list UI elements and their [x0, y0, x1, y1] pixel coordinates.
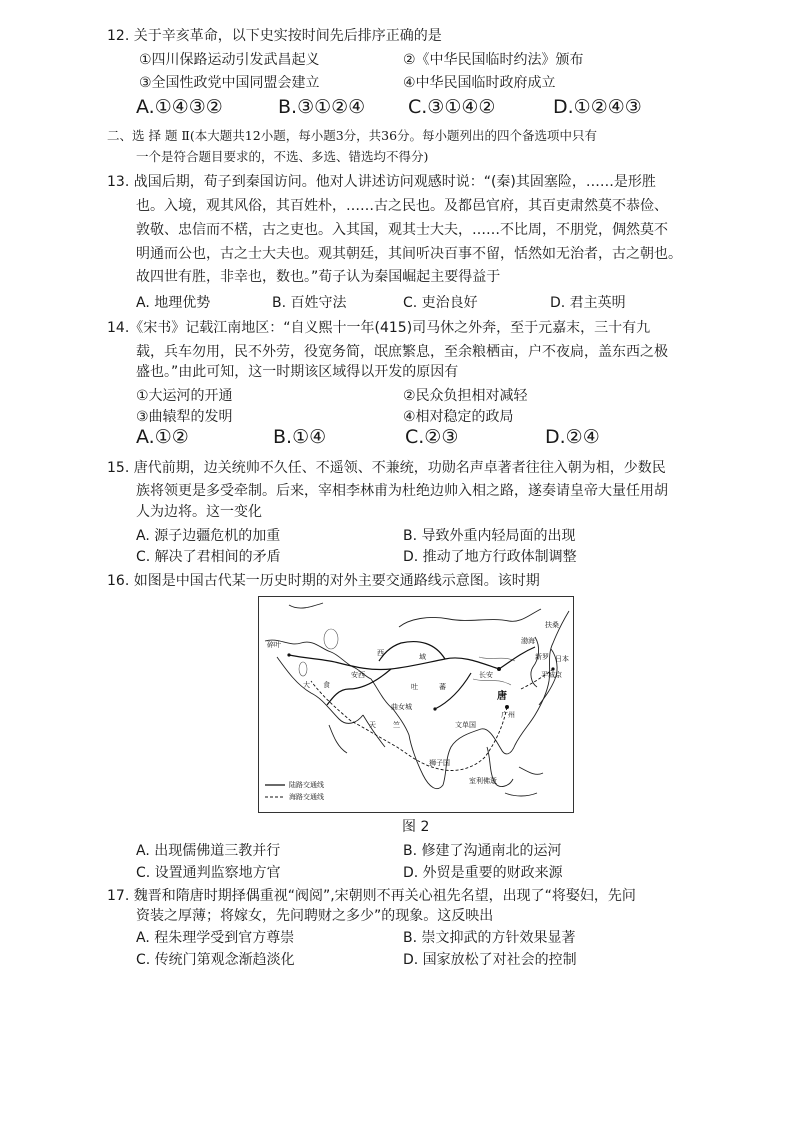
q12-item-3: ③全国性政党中国同盟会建立 — [139, 75, 320, 91]
q13-line-1: 13. 战国后期，荀子到秦国访问。他对人讲述访问观感时说：“(秦)其固塞险，……是形胜 — [107, 174, 656, 190]
q16-stem: 16. 如图是中国古代某一历史时期的对外主要交通路线示意图。该时期 — [107, 573, 540, 589]
q15-line-3: 人为边将。这一变化 — [136, 504, 262, 520]
map-label-zhu: 竺 — [393, 721, 400, 729]
map-label-qunvcheng: 曲女城 — [391, 703, 412, 711]
q15-line-1: 15. 唐代前期，边关统帅不久任、不遥领、不兼统，功勋名声卓著者往往入朝为相，少数民 — [107, 460, 666, 476]
q12-item-2: ②《中华民国临时约法》颁布 — [403, 52, 584, 68]
section2-header-line1: 二、选 择 题 Ⅱ(本大题共12小题，每小题3分，共36分。每小题列出的四个备选项中只有 — [107, 128, 598, 143]
q14-option-d: D.②④ — [545, 426, 600, 448]
q13-option-b: B. 百姓守法 — [272, 295, 347, 311]
map-label-riben: 日本 — [555, 655, 569, 663]
map-label-shiziguo: 狮子国 — [429, 759, 450, 767]
map-label-suiye: 碎叶 — [267, 641, 281, 649]
map-label-changan: 长安 — [479, 671, 493, 679]
q13-option-c: C. 吏治良好 — [403, 295, 478, 311]
q14-item-2: ②民众负担相对减轻 — [403, 388, 528, 404]
q15-line-2: 族将领更是多受牵制。后来，宰相李林甫为杜绝边帅入相之路，遂奏请皇帝大量任用胡 — [136, 483, 668, 499]
q13-option-d: D. 君主英明 — [550, 295, 626, 311]
map-svg — [259, 597, 573, 812]
q12-item-4: ④中华民国临时政府成立 — [403, 75, 556, 91]
map-label-guangzhou: 广州 — [501, 711, 515, 719]
q14-option-a: A.①② — [136, 426, 189, 448]
q14-option-c: C.②③ — [405, 426, 459, 448]
map-label-pingchengjing: 平城京 — [541, 671, 562, 679]
coastlines — [265, 603, 569, 796]
q17-line-2: 资装之厚薄；将嫁女，先问聘财之多少”的现象。这反映出 — [136, 908, 494, 924]
q17-option-c: C. 传统门第观念渐趋淡化 — [136, 952, 295, 968]
map-label-tian: 天 — [369, 721, 376, 729]
q17-option-a: A. 程朱理学受到官方尊崇 — [136, 930, 295, 946]
map-label-da: 大 — [303, 681, 310, 689]
sea-routes — [311, 669, 553, 771]
q17-line-1: 17. 魏晋和隋唐时期择偶重视“阀阅”,宋朝则不再关心祖先名望，出现了“将娶妇，先问 — [107, 888, 636, 904]
q12-option-c: C.③①④② — [408, 96, 496, 118]
map-label-yu: 域 — [419, 653, 426, 661]
q17-option-b: B. 崇文抑武的方针效果显著 — [403, 930, 576, 946]
map-label-tu: 吐 — [411, 683, 418, 691]
map-label-shi: 食 — [323, 681, 330, 689]
q15-option-a: A. 源子边疆危机的加重 — [136, 528, 281, 544]
q14-item-1: ①大运河的开通 — [136, 388, 233, 404]
q12-item-1: ①四川保路运动引发武昌起义 — [139, 52, 320, 68]
legend-land-route: 陆路交通线 — [289, 781, 324, 789]
q16-option-a: A. 出现儒佛道三教并行 — [136, 843, 281, 859]
map-label-xi: 西 — [377, 649, 384, 657]
q16-option-c: C. 设置通判监察地方官 — [136, 865, 281, 881]
q16-option-d: D. 外贸是重要的财政来源 — [403, 865, 563, 881]
q16-option-b: B. 修建了沟通南北的运河 — [403, 843, 562, 859]
q14-line-2: 载，兵车勿用，民不外劳，役宽务简，氓庶繁息，至余粮栖亩，户不夜扃，盖东西之极 — [136, 344, 668, 360]
q14-item-4: ④相对稳定的政局 — [403, 409, 514, 425]
map-label-wendanguo: 文单国 — [455, 721, 476, 729]
legend-sea-route: 海路交通线 — [289, 793, 324, 801]
map-label-anxi: 安西 — [351, 671, 365, 679]
q15-option-c: C. 解决了君相间的矛盾 — [136, 549, 281, 565]
q12-option-d: D.①②④③ — [553, 96, 642, 118]
q13-line-4: 明通而公也，古之士大夫也。观其朝廷，其间听决百事不留，恬然如无治者，古之朝也。 — [136, 246, 682, 262]
map-label-fusang: 扶桑 — [545, 621, 559, 629]
q15-option-b: B. 导致外重内轻局面的出现 — [403, 528, 576, 544]
q13-line-5: 故四世有胜，非幸也，数也。”荀子认为秦国崛起主要得益于 — [136, 269, 501, 285]
q13-line-2: 也。入境，观其风俗，其百姓朴，……古之民也。及都邑官府，其百吏肃然莫不恭俭、 — [136, 198, 668, 214]
q15-option-d: D. 推动了地方行政体制调整 — [403, 549, 577, 565]
q14-line-1: 14.《宋书》记载江南地区：“自义熙十一年(415)司马休之外奔，至于元嘉末，三十有九 — [107, 320, 651, 336]
q12-option-b: B.③①②④ — [278, 96, 366, 118]
map-label-tang: 唐 — [497, 691, 507, 702]
q14-line-3: 盛也。”由此可知，这一时期该区域得以开发的原因有 — [136, 364, 459, 380]
q17-option-d: D. 国家放松了对社会的控制 — [403, 952, 577, 968]
q14-item-3: ③曲辕犁的发明 — [136, 409, 233, 425]
map-label-bohai: 渤海 — [521, 637, 535, 645]
map-label-bo: 蕃 — [439, 683, 446, 691]
q13-line-3: 敦敬、忠信而不楛，古之吏也。入其国，观其士大夫，……不比周，不朋党，倜然莫不 — [136, 222, 668, 238]
map-label-shilifoshi: 室利佛逝 — [469, 777, 497, 785]
section2-header-line2: 一个是符合题目要求的，不选、多选、错选均不得分) — [136, 149, 429, 164]
map-label-xinluo: 新罗 — [535, 653, 549, 661]
q13-option-a: A. 地理优势 — [136, 295, 211, 311]
trade-route-map — [258, 596, 574, 813]
q12-option-a: A.①④③② — [136, 96, 223, 118]
figure-caption: 图 2 — [402, 819, 430, 835]
q12-stem: 12. 关于辛亥革命，以下史实按时间先后排序正确的是 — [107, 28, 442, 44]
map-legend — [265, 780, 324, 801]
q14-option-b: B.①④ — [273, 426, 327, 448]
